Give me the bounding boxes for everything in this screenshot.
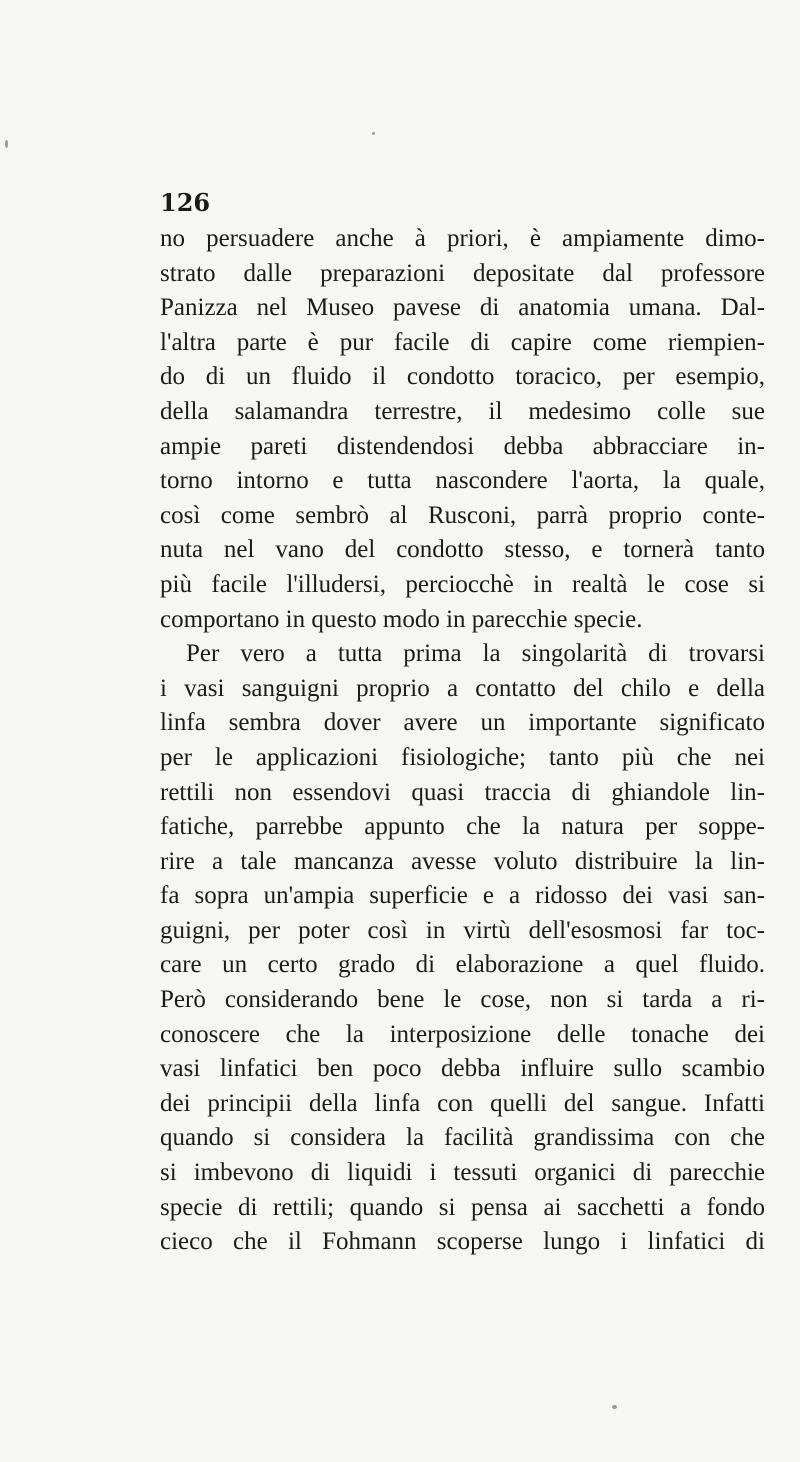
paper-speck xyxy=(612,1405,617,1409)
text-line: rettili non essendovi quasi traccia di ghiandole lin- xyxy=(160,778,765,806)
text-line: fa sopra un'ampia superficie e a ridosso dei vasi san- xyxy=(160,882,765,910)
text-line: care un certo grado di elaborazione a quel fluido. xyxy=(160,951,765,979)
text-line: rire a tale mancanza avesse voluto distribuire la lin- xyxy=(160,847,765,875)
text-line: no persuadere anche à priori, è ampiamente dimo- xyxy=(160,225,765,252)
paragraph-start-line: Per vero a tutta prima la singolarità di trovarsi xyxy=(186,640,765,668)
text-line: torno intorno e tutta nascondere l'aorta, la quale, xyxy=(160,467,765,495)
text-line: più facile l'illudersi, perciocchè in realtà le cose si xyxy=(160,570,765,598)
text-line: dei principii della linfa con quelli del sangue. Infatti xyxy=(160,1089,765,1117)
text-line: guigni, per poter così in virtù dell'esosmosi far toc- xyxy=(160,916,765,944)
paragraph-end-line: comportano in questo modo in parecchie specie. xyxy=(160,605,643,633)
text-line: ampie pareti distendendosi debba abbracciare in- xyxy=(160,432,765,460)
text-line: quando si considera la facilità grandissima con che xyxy=(160,1124,765,1152)
text-line: linfa sembra dover avere un importante significato xyxy=(160,709,765,737)
text-line: nuta nel vano del condotto stesso, e tornerà tanto xyxy=(160,536,765,564)
paper-speck xyxy=(5,140,8,148)
text-line: specie di rettili; quando si pensa ai sacchetti a fondo xyxy=(160,1193,765,1221)
text-line: do di un fluido il condotto toracico, per esempio, xyxy=(160,363,765,391)
text-line: Panizza nel Museo pavese di anatomia umana. Dal- xyxy=(160,294,765,322)
text-line: per le applicazioni fisiologiche; tanto più che nei xyxy=(160,743,765,771)
page-body-text xyxy=(160,222,765,1260)
text-line: strato dalle preparazioni depositate dal professore xyxy=(160,259,765,287)
text-line: della salamandra terrestre, il medesimo colle sue xyxy=(160,397,765,425)
paper-speck xyxy=(372,132,375,135)
page-number: 126 xyxy=(160,188,211,217)
text-line: conoscere che la interposizione delle tonache dei xyxy=(160,1020,765,1048)
text-line: i vasi sanguigni proprio a contatto del chilo e della xyxy=(160,674,765,702)
text-line: vasi linfatici ben poco debba influire sullo scambio xyxy=(160,1055,765,1083)
text-line: Però considerando bene le cose, non si tarda a ri- xyxy=(160,986,765,1014)
text-line: così come sembrò al Rusconi, parrà proprio conte- xyxy=(160,501,765,529)
text-line: fatiche, parrebbe appunto che la natura per soppe- xyxy=(160,813,765,841)
text-line: si imbevono di liquidi i tessuti organici di parecchie xyxy=(160,1159,765,1187)
text-line: cieco che il Fohmann scoperse lungo i linfatici di xyxy=(160,1228,765,1256)
text-line: l'altra parte è pur facile di capire come riempien- xyxy=(160,328,765,356)
